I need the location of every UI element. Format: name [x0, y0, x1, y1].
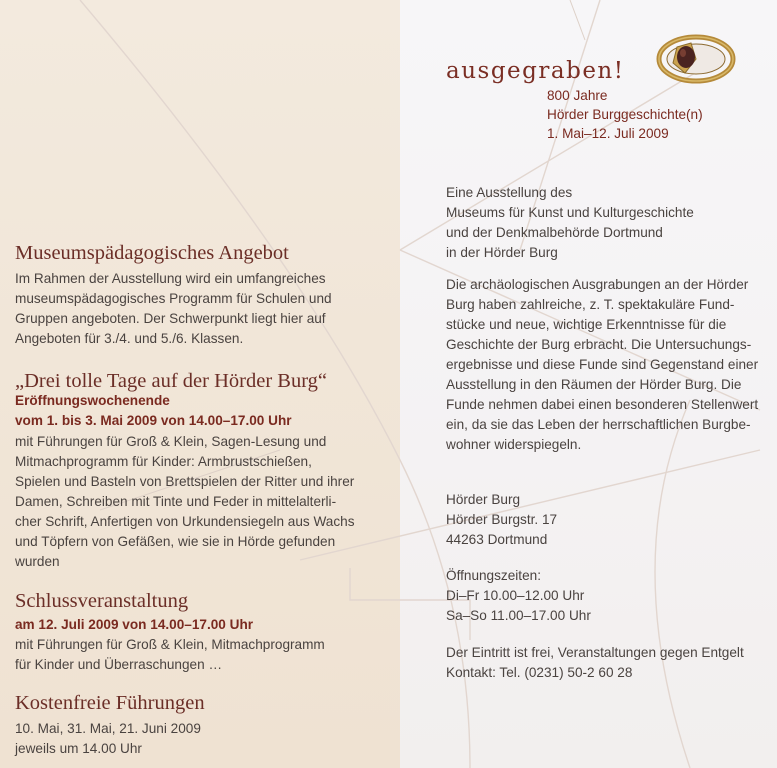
ring-icon [655, 29, 737, 89]
opening-hours: Öffnungszeiten: Di–Fr 10.00–12.00 Uhr Sa–So 11.00–17.00 Uhr [446, 568, 591, 623]
contact-text: Der Eintritt ist frei, Veranstaltungen gegen Entgelt Kontakt: Tel. (0231) 50-2 60 28 [446, 645, 744, 680]
schluss-heading: Schlussveranstaltung [15, 590, 189, 612]
schluss-text: mit Führungen für Groß & Klein, Mitmachprogramm für Kinder und Überraschungen … [15, 637, 325, 672]
schluss-date: am 12. Juli 2009 von 14.00–17.00 Uhr [15, 617, 254, 632]
exhibition-subtitle: 800 Jahre Hörder Burggeschichte(n) 1. Mai–12. Juli 2009 [547, 88, 703, 141]
intro-text: Eine Ausstellung des Museums für Kunst und Kulturgeschichte und der Denkmalbehörde Dortmund in der Hörder Burg [446, 185, 694, 260]
kosten-text: 10. Mai, 31. Mai, 21. Juni 2009 jeweils um 14.00 Uhr [15, 721, 201, 756]
kosten-heading: Kostenfreie Führungen [15, 692, 205, 714]
drei-tage-heading: „Drei tolle Tage auf der Hörder Burg“ [15, 370, 328, 392]
eroeffnung-label: Eröffnungswochenende [15, 393, 170, 408]
museum-heading: Museumspädagogisches Angebot [15, 242, 289, 264]
eroeffnung-date: vom 1. bis 3. Mai 2009 von 14.00–17.00 Uhr [15, 413, 292, 428]
address-text: Hörder Burg Hörder Burgstr. 17 44263 Dortmund [446, 492, 558, 547]
museum-text: Im Rahmen der Ausstellung wird ein umfangreiches museumspädagogisches Programm für Schulen und Gruppen angeboten. Der Schwerpunkt liegt hier auf Angeboten für 3./4. und 5./6. Klassen. [15, 271, 332, 346]
body-text: Die archäologischen Ausgrabungen an der Hörder Burg haben zahlreiche, z. T. spektakuläre Fund- stücke und neue, wichtige Erkenntnisse für die Geschichte der Burg erbracht. Die Untersuchungs- ergebnisse und diese Funde sind Gegenstand einer Ausstellung in den Räumen der Hörder Burg. Die Funde nehmen dabei einen besonderen Stellenwert ein, da sie das Leben der herrschaftlichen Burgbe- wohner widerspiegeln. [446, 277, 759, 452]
drei-tage-text: mit Führungen für Groß & Klein, Sagen-Lesung und Mitmachprogramm für Kinder: Armbrustschießen, Spielen und Basteln von Brettspielen der Ritter und ihrer Damen, Schreiben mit Tinte und Feder in mittelalterli- cher Schrift, Anfertigen von Urkundensiegeln aus Wachs und Töpfern von Gefäßen, wie sie in Hörde gefunden wurden [15, 434, 355, 569]
exhibition-title: ausgegraben! [446, 58, 625, 84]
